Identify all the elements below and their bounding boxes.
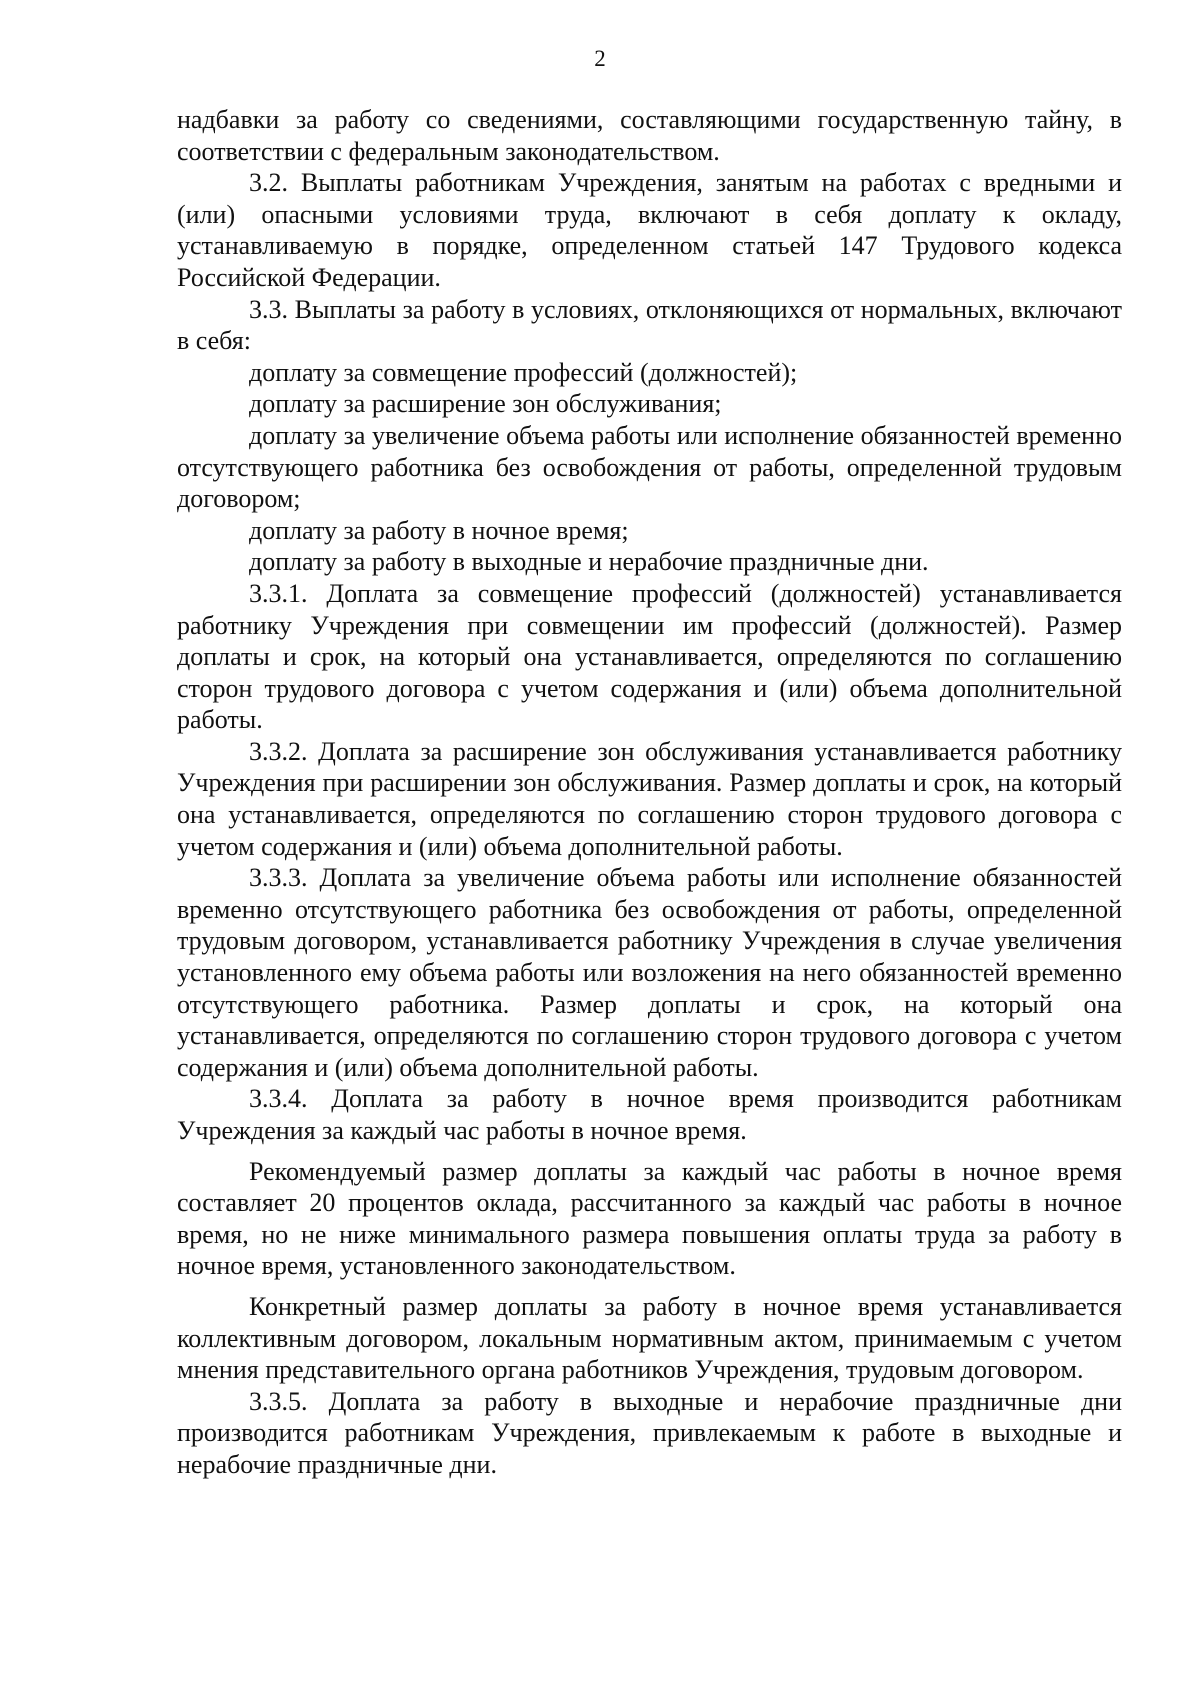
list-item-holiday-work: доплату за работу в выходные и нерабочие праздничные дни. xyxy=(249,547,929,577)
list-item-night-work: доплату за работу в ночное время; xyxy=(249,515,629,545)
paragraph-night-specific: Конкретный размер доплаты за работу в ночное время устанавливается коллективным договором, локальным нормативным актом, принимаемым с учетом мнения представительного органа работников Учреждения, трудовым договором. xyxy=(177,1291,1122,1385)
paragraph-3-3-3: 3.3.3. Доплата за увеличение объема работы или исполнение обязанностей временно отсутствующего работника без освобождения от работы, определенной трудовым договором, устанавливается работнику Учреждения в случае увеличения установленного ему объема работы или возложения на него обязанностей временно отсутствующего работника. Размер доплаты и срок, на который она устанавливается, определяются по соглашению сторон трудового договора с учетом содержания и (или) объема дополнительной работы. xyxy=(177,863,1122,1082)
paragraph-3-3-4: 3.3.4. Доплата за работу в ночное время производится работникам Учреждения за каждый час работы в ночное время. xyxy=(177,1084,1122,1145)
document-body xyxy=(177,104,1122,1481)
paragraph-3-3-1: 3.3.1. Доплата за совмещение профессий (должностей) устанавливается работнику Учреждения при совмещении им профессий (должностей). Размер доплаты и срок, на который она устанавливается, определяются по соглашению сторон трудового договора с учетом содержания и (или) объема дополнительной работы. xyxy=(177,578,1122,735)
list-item-service-zones: доплату за расширение зон обслуживания; xyxy=(249,389,722,419)
paragraph-3-2: 3.2. Выплаты работникам Учреждения, занятым на работах с вредными и (или) опасными условиями труда, включают в себя доплату к окладу, устанавливаемую в порядке, определенном статьей 147 Трудового кодекса Российской Федерации. xyxy=(177,168,1122,292)
list-item-workload-increase: доплату за увеличение объема работы или исполнение обязанностей временно отсутствующего работника без освобождения от работы, определенной трудовым договором; xyxy=(177,420,1122,514)
list-item-combination: доплату за совмещение профессий (должностей); xyxy=(249,357,798,387)
paragraph-3-3-5: 3.3.5. Доплата за работу в выходные и нерабочие праздничные дни производится работникам Учреждения, привлекаемым к работе в выходные и нерабочие праздничные дни. xyxy=(177,1386,1122,1479)
paragraph-3-3-2: 3.3.2. Доплата за расширение зон обслуживания устанавливается работнику Учреждения при расширении зон обслуживания. Размер доплаты и срок, на который она устанавливается, определяются по соглашению сторон трудового договора с учетом содержания и (или) объема дополнительной работы. xyxy=(177,736,1122,861)
paragraph-night-rate: Рекомендуемый размер доплаты за каждый час работы в ночное время составляет 20 процентов оклада, рассчитанного за каждый час работы в ночное время, но не ниже минимального размера повышения оплаты труда за работу в ночное время, установленного законодательством. xyxy=(177,1156,1122,1281)
page-number: 2 xyxy=(594,46,606,71)
paragraph-3-3: 3.3. Выплаты за работу в условиях, отклоняющихся от нормальных, включают в себя: xyxy=(177,294,1122,356)
paragraph-continuation: надбавки за работу со сведениями, составляющими государственную тайну, в соответствии с федеральным законодательством. xyxy=(177,105,1122,166)
